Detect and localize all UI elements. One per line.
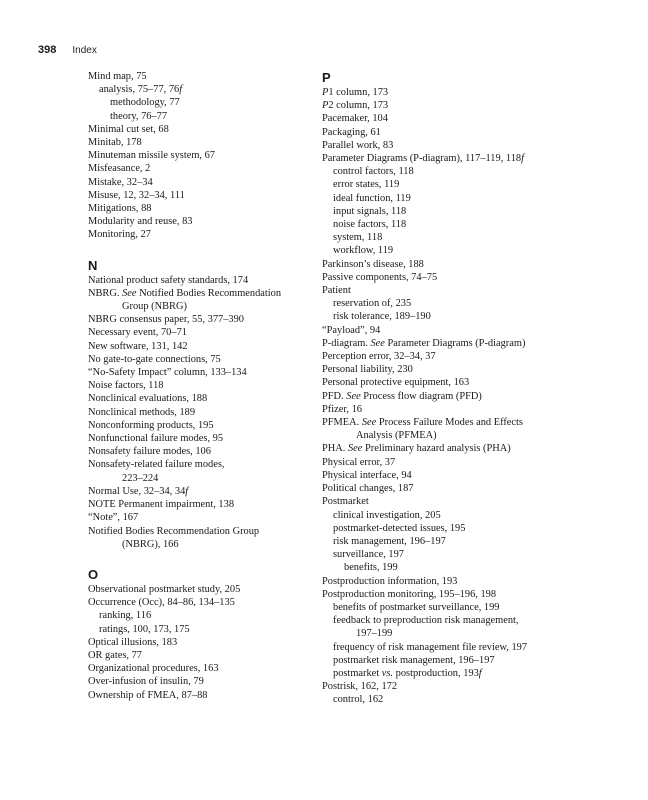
index-entry: PFMEA. See Process Failure Modes and Effects — [322, 417, 523, 429]
index-entry: Minimal cut set, 68 — [88, 123, 169, 135]
section-letter: P — [322, 70, 331, 85]
section-letter: N — [88, 257, 98, 273]
index-entry: Notified Bodies Recommendation Group — [88, 525, 260, 537]
index-entry: Physical error, 37 — [322, 456, 396, 468]
index-entry: Modularity and reuse, 83 — [88, 216, 193, 228]
index-entry: P-diagram. See Parameter Diagrams (P-diagram) — [322, 337, 526, 349]
index-entry: Minitab, 178 — [88, 137, 142, 149]
index-entry: Physical interface, 94 — [322, 469, 412, 481]
section-gap — [88, 242, 348, 258]
index-entry: NOTE Permanent impairment, 138 — [88, 499, 235, 511]
page-header — [38, 40, 97, 54]
index-entry: Parallel work, 83 — [322, 139, 394, 151]
index-entry: NBRG consensus paper, 55, 377–390 — [88, 314, 245, 326]
index-entry: Postproduction information, 193 — [322, 575, 458, 587]
index-entry: Mistake, 32–34 — [88, 176, 153, 188]
index-entry: National product safety standards, 174 — [88, 274, 249, 286]
index-entry: PFD. See Process flow diagram (PFD) — [322, 390, 482, 402]
index-subentry: risk tolerance, 189–190 — [333, 311, 431, 323]
index-subentry: frequency of risk management file review, 197 — [333, 641, 528, 653]
index-entry-continuation: 197–199 — [356, 628, 393, 640]
index-entry: New software, 131, 142 — [88, 340, 188, 352]
index-entry: Noise factors, 118 — [88, 380, 164, 392]
index-entry: Ownership of FMEA, 87–88 — [88, 689, 208, 701]
index-subentry: benefits, 199 — [344, 562, 398, 574]
section-gap — [88, 551, 348, 567]
index-subentry: control, 162 — [333, 694, 384, 706]
index-entry: Parameter Diagrams (P-diagram), 117–119, 118f — [322, 153, 524, 165]
index-subentry: clinical investigation, 205 — [333, 509, 441, 521]
index-subentry: surveillance, 197 — [333, 549, 404, 561]
index-column-right — [322, 70, 582, 707]
index-subentry: ratings, 100, 173, 175 — [99, 623, 190, 635]
index-entry: No gate-to-gate connections, 75 — [88, 353, 221, 365]
index-subentry: postmarket risk management, 196–197 — [333, 654, 495, 666]
index-entry: Passive components, 74–75 — [322, 271, 438, 283]
index-entry: Necessary event, 70–71 — [88, 327, 187, 339]
index-entry: Nonclinical evaluations, 188 — [88, 393, 208, 405]
index-entry: Patient — [322, 285, 351, 297]
index-subentry: theory, 76–77 — [110, 110, 168, 122]
index-subentry: benefits of postmarket surveillance, 199 — [333, 601, 500, 613]
index-entry: Personal liability, 230 — [322, 364, 413, 376]
index-entry: Pacemaker, 104 — [322, 113, 388, 125]
index-entry-continuation: Analysis (PFMEA) — [356, 430, 437, 442]
index-entry: Postmarket — [322, 496, 369, 508]
index-entry: OR gates, 77 — [88, 649, 142, 661]
index-subentry: analysis, 75–77, 76f — [99, 84, 183, 96]
running-title: Index — [72, 45, 97, 56]
index-entry: Nonsafety-related failure modes, — [88, 459, 225, 471]
index-entry: P2 column, 173 — [322, 100, 389, 112]
index-entry: Perception error, 32–34, 37 — [322, 351, 436, 363]
index-entry: Nonsafety failure modes, 106 — [88, 446, 211, 458]
index-entry: Misuse, 12, 32–34, 111 — [88, 189, 185, 201]
index-column-left — [88, 70, 348, 702]
index-entry: Mind map, 75 — [88, 71, 147, 82]
index-entry: Minuteman missile system, 67 — [88, 150, 215, 162]
index-entry: Postrisk, 162, 172 — [322, 681, 398, 693]
index-entry: Nonfunctional failure modes, 95 — [88, 433, 224, 445]
index-subentry: risk management, 196–197 — [333, 535, 446, 547]
index-subentry: ranking, 116 — [99, 610, 152, 622]
index-entry: Monitoring, 27 — [88, 229, 151, 241]
index-entry-continuation: Group (NBRG) — [122, 301, 187, 313]
section-letter: O — [88, 566, 99, 582]
index-subentry: workflow, 119 — [333, 245, 394, 257]
index-entry: Political changes, 187 — [322, 483, 414, 495]
index-subentry: ideal function, 119 — [333, 192, 411, 204]
index-entry: Postproduction monitoring, 195–196, 198 — [322, 588, 497, 600]
index-subentry: control factors, 118 — [333, 166, 414, 178]
index-subentry: error states, 119 — [333, 179, 400, 191]
index-entry: Optical illusions, 183 — [88, 636, 178, 648]
index-subentry: feedback to preproduction risk management, — [333, 615, 519, 627]
index-entry: PHA. See Preliminary hazard analysis (PHA) — [322, 443, 511, 455]
index-entry: Misfeasance, 2 — [88, 163, 151, 175]
index-entry: Mitigations, 88 — [88, 203, 152, 215]
index-subentry: noise factors, 118 — [333, 219, 407, 231]
index-entry: Normal Use, 32–34, 34f — [88, 485, 189, 497]
index-entry: Over-infusion of insulin, 79 — [88, 676, 204, 688]
index-entry: Organizational procedures, 163 — [88, 663, 219, 675]
index-subentry: postmarket-detected issues, 195 — [333, 522, 466, 534]
page-number: 398 — [38, 44, 57, 56]
index-entry-continuation: (NBRG), 166 — [122, 538, 179, 550]
index-subentry: postmarket vs. postproduction, 193f — [333, 667, 482, 679]
index-entry-continuation: 223–224 — [122, 472, 159, 484]
index-entry: “No-Safety Impact” column, 133–134 — [88, 367, 247, 379]
index-entry: “Payload”, 94 — [322, 324, 381, 336]
index-entry: P1 column, 173 — [322, 87, 389, 98]
index-entry: Nonclinical methods, 189 — [88, 406, 196, 418]
index-entry: Occurrence (Occ), 84–86, 134–135 — [88, 597, 235, 609]
index-entry: Parkinson’s disease, 188 — [322, 258, 424, 270]
index-entry: Nonconforming products, 195 — [88, 419, 214, 431]
index-entry: Observational postmarket study, 205 — [88, 583, 241, 595]
index-entry: Pfizer, 16 — [322, 403, 362, 415]
index-entry: Personal protective equipment, 163 — [322, 377, 470, 389]
index-subentry: reservation of, 235 — [333, 298, 412, 310]
index-entry: NBRG. See Notified Bodies Recommendation — [88, 287, 282, 299]
index-entry: Packaging, 61 — [322, 126, 381, 138]
index-subentry: input signals, 118 — [333, 205, 407, 217]
index-entry: “Note”, 167 — [88, 512, 139, 524]
index-subentry: system, 118 — [333, 232, 383, 244]
index-subentry: methodology, 77 — [110, 97, 180, 109]
